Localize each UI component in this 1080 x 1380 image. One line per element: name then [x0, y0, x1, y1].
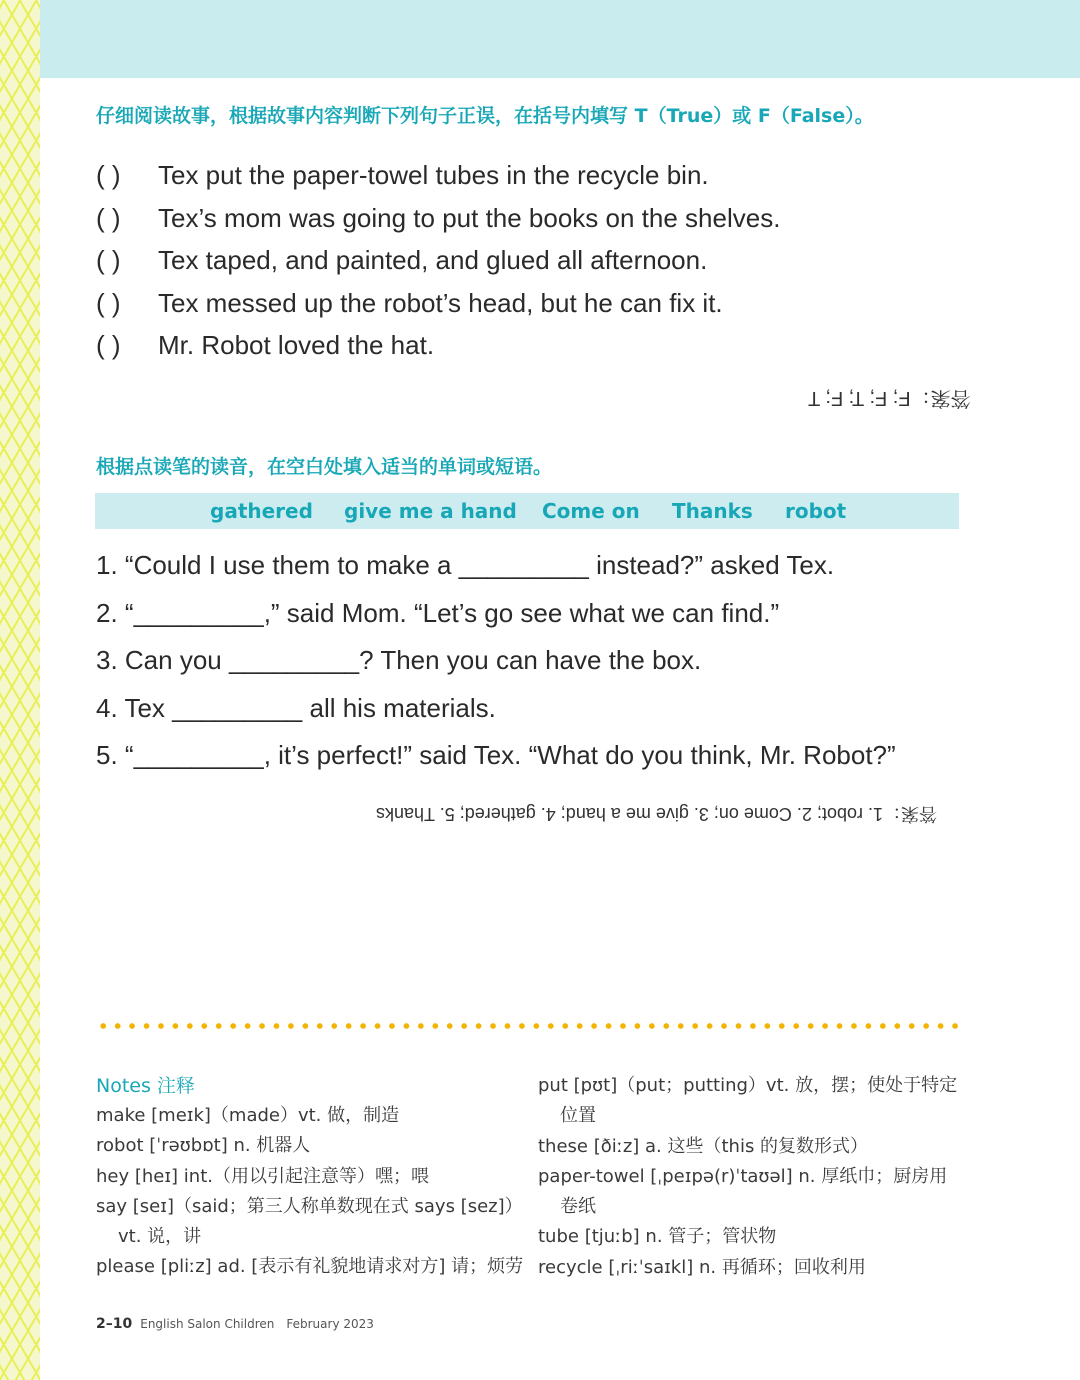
fill-item[interactable]: 3. Can you _________? Then you can have the box. [96, 645, 702, 675]
notes-title: Notes 注释 [96, 1075, 195, 1097]
word-bank-item: robot [785, 499, 847, 523]
page-footer [96, 1316, 386, 1332]
note-entry: these [ðiːz] a. 这些（this 的复数形式） [538, 1135, 869, 1157]
decorative-side-strip [0, 0, 40, 1380]
fill-item[interactable]: 1. “Could I use them to make a _________ instead?” asked Tex. [96, 550, 835, 580]
tf-item: ( ) Tex put the paper-towel tubes in the recycle bin. [96, 160, 709, 190]
fill-item[interactable]: 2. “_________,” said Mom. “Let’s go see what we can find.” [96, 597, 780, 628]
fill-answer-key: 答案：1. robot; 2. Come on; 3. give me a hand; 4. gathered; 5. Thanks [376, 803, 937, 824]
word-bank-item: Thanks [672, 499, 753, 523]
word-bank-item: gathered [210, 499, 313, 523]
tf-item: ( ) Tex’s mom was going to put the books on the shelves. [96, 202, 781, 233]
fill-item[interactable]: 4. Tex _________ all his materials. [96, 692, 496, 723]
tf-item: ( ) Tex taped, and painted, and glued all afternoon. [96, 245, 708, 275]
notes-right-column [538, 1071, 957, 1283]
note-entry: 卷纸 [560, 1196, 596, 1218]
note-entry: vt. 说，讲 [118, 1226, 202, 1248]
issue-date: February 2023 [286, 1317, 374, 1331]
note-entry: put [pʊt]（put；putting）vt. 放，摆；使处于特定 [538, 1075, 958, 1096]
fill-blank-list [96, 550, 896, 788]
note-entry: please [pliːz] ad. [表示有礼貌地请求对方] 请；烦劳 [96, 1256, 524, 1278]
answer-blank[interactable]: ( ) [96, 160, 121, 190]
answer-blank[interactable]: ( ) [96, 202, 121, 233]
note-entry: hey [heɪ] int.（用以引起注意等）嘿；喂 [96, 1165, 429, 1187]
answer-blank[interactable]: ( ) [96, 245, 121, 275]
magazine-name: English Salon Children [140, 1317, 275, 1331]
fill-item[interactable]: 5. “_________, it’s perfect!” said Tex. “What do you think, Mr. Robot?” [96, 740, 896, 770]
word-bank [95, 493, 959, 529]
fill-blank-instruction: 根据点读笔的读音，在空白处填入适当的单词或短语。 [96, 456, 553, 478]
tf-item: ( ) Mr. Robot loved the hat. [96, 330, 435, 360]
dotted-divider [96, 1022, 962, 1030]
notes-left-column [96, 1101, 523, 1283]
word-bank-item: give me a hand [344, 499, 517, 523]
header-band [40, 0, 1080, 78]
note-entry: paper-towel [ˌpeɪpə(r)ˈtaʊəl] n. 厚纸巾；厨房用 [538, 1165, 948, 1187]
note-entry: tube [tjuːb] n. 管子；管状物 [538, 1226, 777, 1248]
true-false-instruction: 仔细阅读故事，根据故事内容判断下列句子正误，在括号内填写 T（True）或 F（False）。 [96, 105, 874, 127]
note-entry: make [meɪk]（made）vt. 做，制造 [96, 1105, 400, 1126]
word-bank-item: Come on [542, 499, 640, 523]
page-number: 2–10 [96, 1316, 133, 1332]
note-entry: recycle [ˌriːˈsaɪkl] n. 再循环；回收利用 [538, 1256, 866, 1278]
answer-blank[interactable]: ( ) [96, 287, 121, 318]
tf-answer-key: 答案：F; F; T; F; T [808, 387, 971, 411]
true-false-list [96, 160, 780, 373]
answer-blank[interactable]: ( ) [96, 330, 121, 360]
note-entry: 位置 [560, 1105, 596, 1127]
tf-item: ( ) Tex messed up the robot’s head, but he can fix it. [96, 287, 723, 318]
note-entry: robot [ˈrəʊbɒt] n. 机器人 [96, 1135, 311, 1157]
note-entry: say [seɪ]（said；第三人称单数现在式 says [sez]） [96, 1195, 523, 1217]
